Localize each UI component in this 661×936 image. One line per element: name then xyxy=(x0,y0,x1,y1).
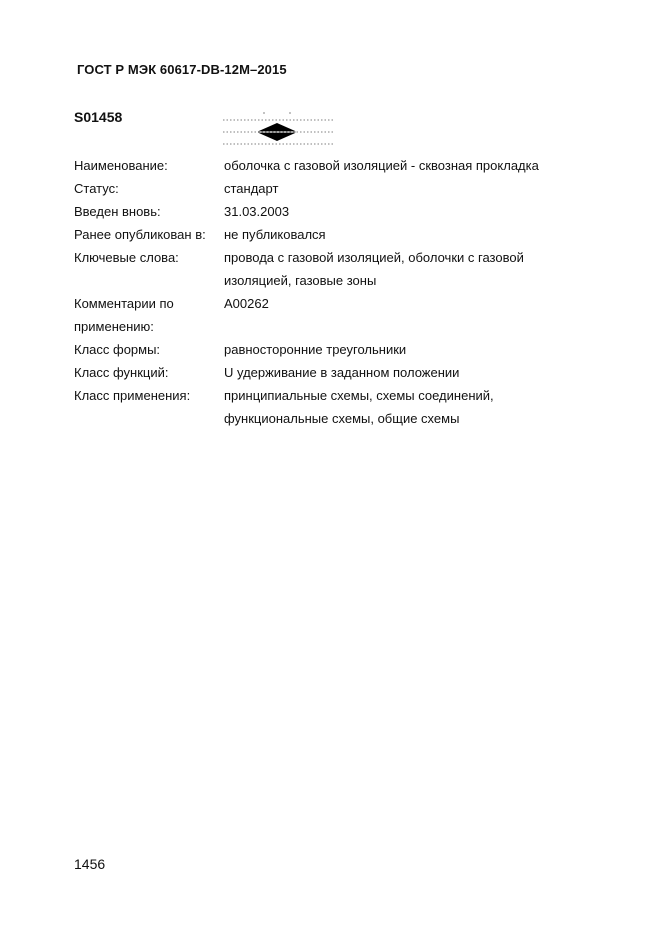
field-label-name: Наименование: xyxy=(74,158,168,173)
field-label-keywords: Ключевые слова: xyxy=(74,250,179,265)
page-number: 1456 xyxy=(74,856,106,872)
field-value-introduced: 31.03.2003 xyxy=(224,204,290,219)
symbol-code: S01458 xyxy=(74,109,123,125)
field-value-application-notes: A00262 xyxy=(224,296,269,311)
field-value-keywords: провода с газовой изоляцией, оболочки с газовой изоляцией, газовые зоны xyxy=(224,250,524,288)
upper-triangle xyxy=(258,123,296,131)
field-value-shape-class: равносторонние треугольники xyxy=(224,342,407,357)
field-value-status: стандарт xyxy=(224,181,279,196)
field-row-introduced xyxy=(74,200,594,223)
document-header: ГОСТ Р МЭК 60617-DB-12M–2015 xyxy=(77,62,287,77)
field-row-keywords xyxy=(74,246,594,292)
field-row-shape-class xyxy=(74,338,594,361)
field-value-previously-published: не публиковался xyxy=(224,227,326,242)
field-label-previously-published: Ранее опубликован в: xyxy=(74,227,206,242)
field-value-application-class: принципиальные схемы, схемы соединений, функциональные схемы, общие схемы xyxy=(224,388,494,426)
field-label-introduced: Введен вновь: xyxy=(74,204,161,219)
field-value-name: оболочка с газовой изоляцией - сквозная прокладка xyxy=(224,158,539,173)
field-label-status: Статус: xyxy=(74,181,119,196)
field-row-function-class xyxy=(74,361,594,384)
field-label-application-class: Класс применения: xyxy=(74,388,191,403)
field-label-function-class: Класс функций: xyxy=(74,365,169,380)
symbol-attributes xyxy=(74,154,594,430)
lower-triangle xyxy=(258,133,296,141)
field-label-shape-class: Класс формы: xyxy=(74,342,161,357)
field-row-name xyxy=(74,154,594,177)
field-row-status xyxy=(74,177,594,200)
field-label-application-notes: Комментарии по применению: xyxy=(74,296,174,334)
field-row-previously-published xyxy=(74,223,594,246)
field-row-application-notes xyxy=(74,292,594,338)
field-value-function-class: U удерживание в заданном положении xyxy=(224,365,460,380)
double-triangle-symbol-icon xyxy=(222,110,334,150)
field-row-application-class xyxy=(74,384,594,430)
